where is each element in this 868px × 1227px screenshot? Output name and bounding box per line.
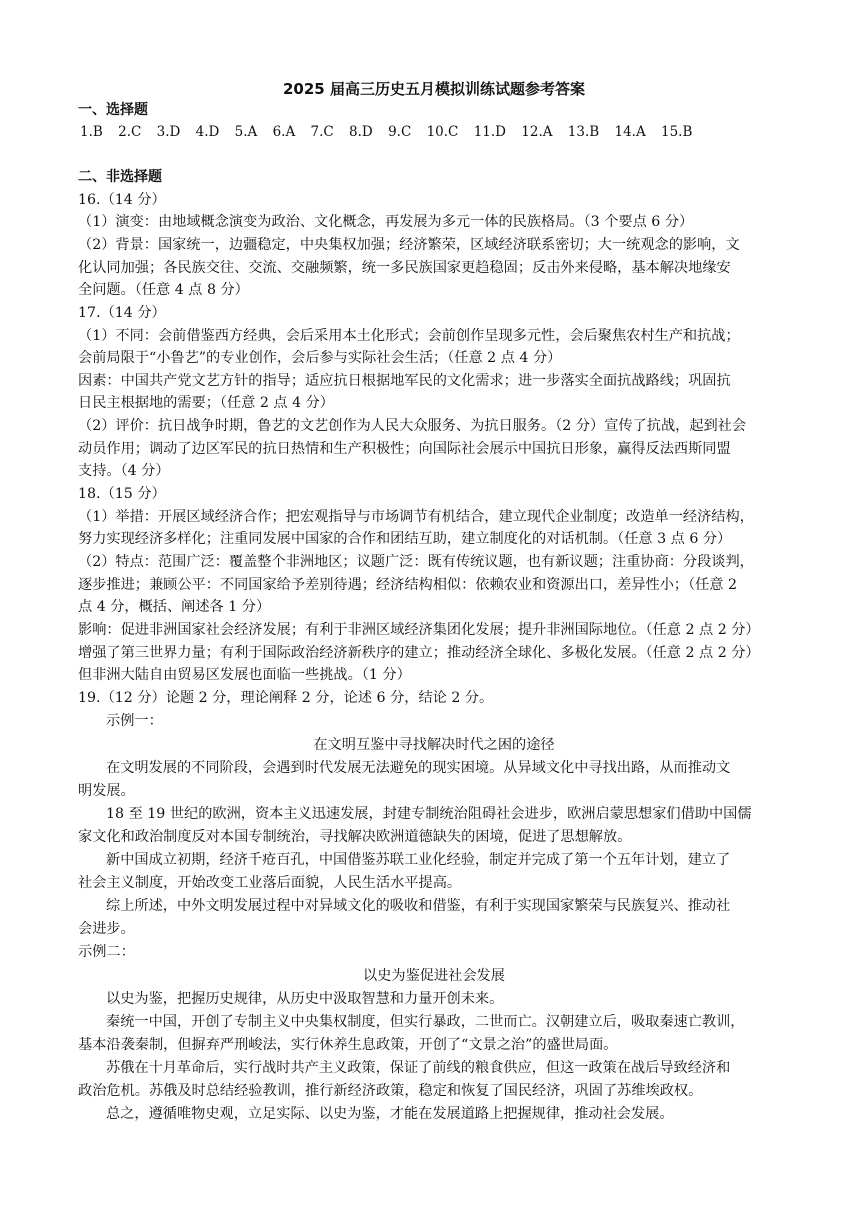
text-line: 因素：中国共产党文艺方针的指导；适应抗日根据地军民的文化需求；进一步落实全面抗战路线；巩固抗 (78, 373, 731, 389)
section-heading-choice: 一、选择题 (78, 102, 148, 118)
answer-item: 14.A (614, 124, 646, 140)
text-line: 秦统一中国，开创了专制主义中央集权制度，但实行暴政，二世而亡。汉朝建立后，吸取秦速亡教训， (106, 1014, 745, 1030)
text-line: 点 4 分，概括、阐述各 1 分） (78, 599, 271, 615)
answer-item: 9.C (388, 124, 412, 140)
choice-answer-row (80, 121, 780, 143)
text-line: 会进步。 (78, 921, 135, 937)
answer-item: 8.D (349, 124, 373, 140)
answer-item: 13.B (567, 124, 600, 140)
answer-item: 12.A (521, 124, 553, 140)
text-line: （2）特点：范围广泛：覆盖整个非洲地区；议题广泛：既有传统议题，也有新议题；注重协商：分段谈判， (78, 554, 754, 570)
answer-item: 5.A (234, 124, 258, 140)
text-line: 但非洲大陆自由贸易区发展也面临一些挑战。（1 分） (78, 667, 411, 683)
text-line: 全问题。（任意 4 点 8 分） (78, 282, 249, 298)
answer-item: 2.C (118, 124, 142, 140)
text-line: 增强了第三世界力量；有利于国际政治经济新秩序的建立；推动经济全球化、多极化发展。（任意 2 点 2 分） (78, 645, 760, 661)
answer-item: 15.B (661, 124, 693, 140)
text-line: 会前局限于“小鲁艺”的专业创作，会后参与实际社会生活；（任意 2 点 4 分） (78, 350, 562, 366)
text-line: 新中国成立初期，经济千疮百孔，中国借鉴苏联工业化经验，制定并完成了第一个五年计划，建立了 (106, 852, 731, 868)
text-line: 社会主义制度，开始改变工业落后面貌，人民生活水平提高。 (78, 875, 462, 891)
text-line: 逐步推进；兼顾公平：不同国家给予差别待遇；经济结构相似：依赖农业和资源出口，差异性小；（任意 2 (78, 577, 738, 593)
text-line: （2）评价：抗日战争时期，鲁艺的文艺创作为人民大众服务、为抗日服务。（2 分）宣传了抗战，起到社会 (78, 418, 747, 434)
section-heading-nonchoice: 二、非选择题 (78, 169, 162, 185)
text-line: 综上所述，中外文明发展过程中对异域文化的吸收和借鉴，有利于实现国家繁荣与民族复兴、推动社 (106, 898, 731, 914)
text-line: 18 至 19 世纪的欧洲，资本主义迅速发展，封建专制统治阻碍社会进步，欧洲启蒙思想家们借助中国儒 (106, 806, 752, 822)
text-line: 努力实现经济多样化；注重同发展中国家的合作和团结互助，建立制度化的对话机制。（任意 3 点 6 分） (78, 531, 732, 547)
text-line: 苏俄在十月革命后，实行战时共产主义政策，保证了前线的粮食供应，但这一政策在战后导致经济和 (106, 1060, 731, 1076)
text-line: 基本沿袭秦制，但摒弃严刑峻法，实行休养生息政策，开创了“文景之治”的盛世局面。 (78, 1037, 618, 1053)
answer-item: 6.A (272, 124, 296, 140)
example-label: 示例二： (78, 944, 135, 960)
essay-title: 在文明互鉴中寻找解决时代之困的途径 (313, 737, 555, 753)
essay-title: 以史为鉴促进社会发展 (363, 968, 505, 984)
text-line: 政治危机。苏俄及时总结经验教训，推行新经济政策，稳定和恢复了国民经济，巩固了苏维埃政权。 (78, 1083, 703, 1099)
text-line: （1）不同：会前借鉴西方经典，会后采用本土化形式；会前创作呈现多元性，会后聚焦农村生产和抗战； (78, 328, 740, 344)
page-title: 2025 届高三历史五月模拟训练试题参考答案 (283, 80, 585, 98)
text-line: （1）举措：开展区域经济合作；把宏观指导与市场调节有机结合，建立现代企业制度；改造单一经济结构， (78, 509, 754, 525)
answer-item: 7.C (310, 124, 334, 140)
text-line: 动员作用；调动了边区军民的抗日热情和生产积极性；向国际社会展示中国抗日形象，赢得反法西斯同盟 (78, 441, 731, 457)
text-line: （2）背景：国家统一，边疆稳定，中央集权加强；经济繁荣，区域经济联系密切；大一统观念的影响，文 (78, 237, 740, 253)
text-line: 以史为鉴，把握历史规律，从历史中汲取智慧和力量开创未来。 (106, 991, 504, 1007)
text-line: 支持。（4 分） (78, 463, 170, 479)
example-label: 示例一： (106, 713, 163, 729)
question-17-header: 17.（14 分） (78, 305, 166, 321)
text-line: 总之，遵循唯物史观，立足实际、以史为鉴，才能在发展道路上把握规律，推动社会发展。 (106, 1106, 674, 1122)
text-line: 化认同加强；各民族交往、交流、交融频繁，统一多民族国家更趋稳固；反击外来侵略，基本解决地缘安 (78, 260, 731, 276)
answer-item: 11.D (473, 124, 506, 140)
question-18-header: 18.（15 分） (78, 486, 166, 502)
text-line: 在文明发展的不同阶段，会遇到时代发展无法避免的现实困境。从异域文化中寻找出路，从而推动文 (106, 760, 731, 776)
text-line: （1）演变：由地域概念演变为政治、文化概念，再发展为多元一体的民族格局。（3 个要点 6 分） (78, 214, 694, 230)
question-19-header: 19.（12 分）论题 2 分，理论阐释 2 分，论述 6 分，结论 2 分。 (78, 690, 494, 706)
answer-item: 4.D (195, 124, 220, 140)
text-line: 明发展。 (78, 783, 135, 799)
answer-item: 10.C (426, 124, 459, 140)
text-line: 影响：促进非洲国家社会经济发展；有利于非洲区域经济集团化发展；提升非洲国际地位。（任意 2 点 2 分） (78, 622, 760, 638)
question-16-header: 16.（14 分） (78, 192, 166, 208)
answer-item: 1.B (80, 124, 103, 140)
answer-item: 3.D (156, 124, 181, 140)
text-line: 日民主根据地的需要；（任意 2 点 4 分） (78, 395, 334, 411)
text-line: 家文化和政治制度反对本国专制统治，寻找解决欧洲道德缺失的困境，促进了思想解放。 (78, 829, 632, 845)
